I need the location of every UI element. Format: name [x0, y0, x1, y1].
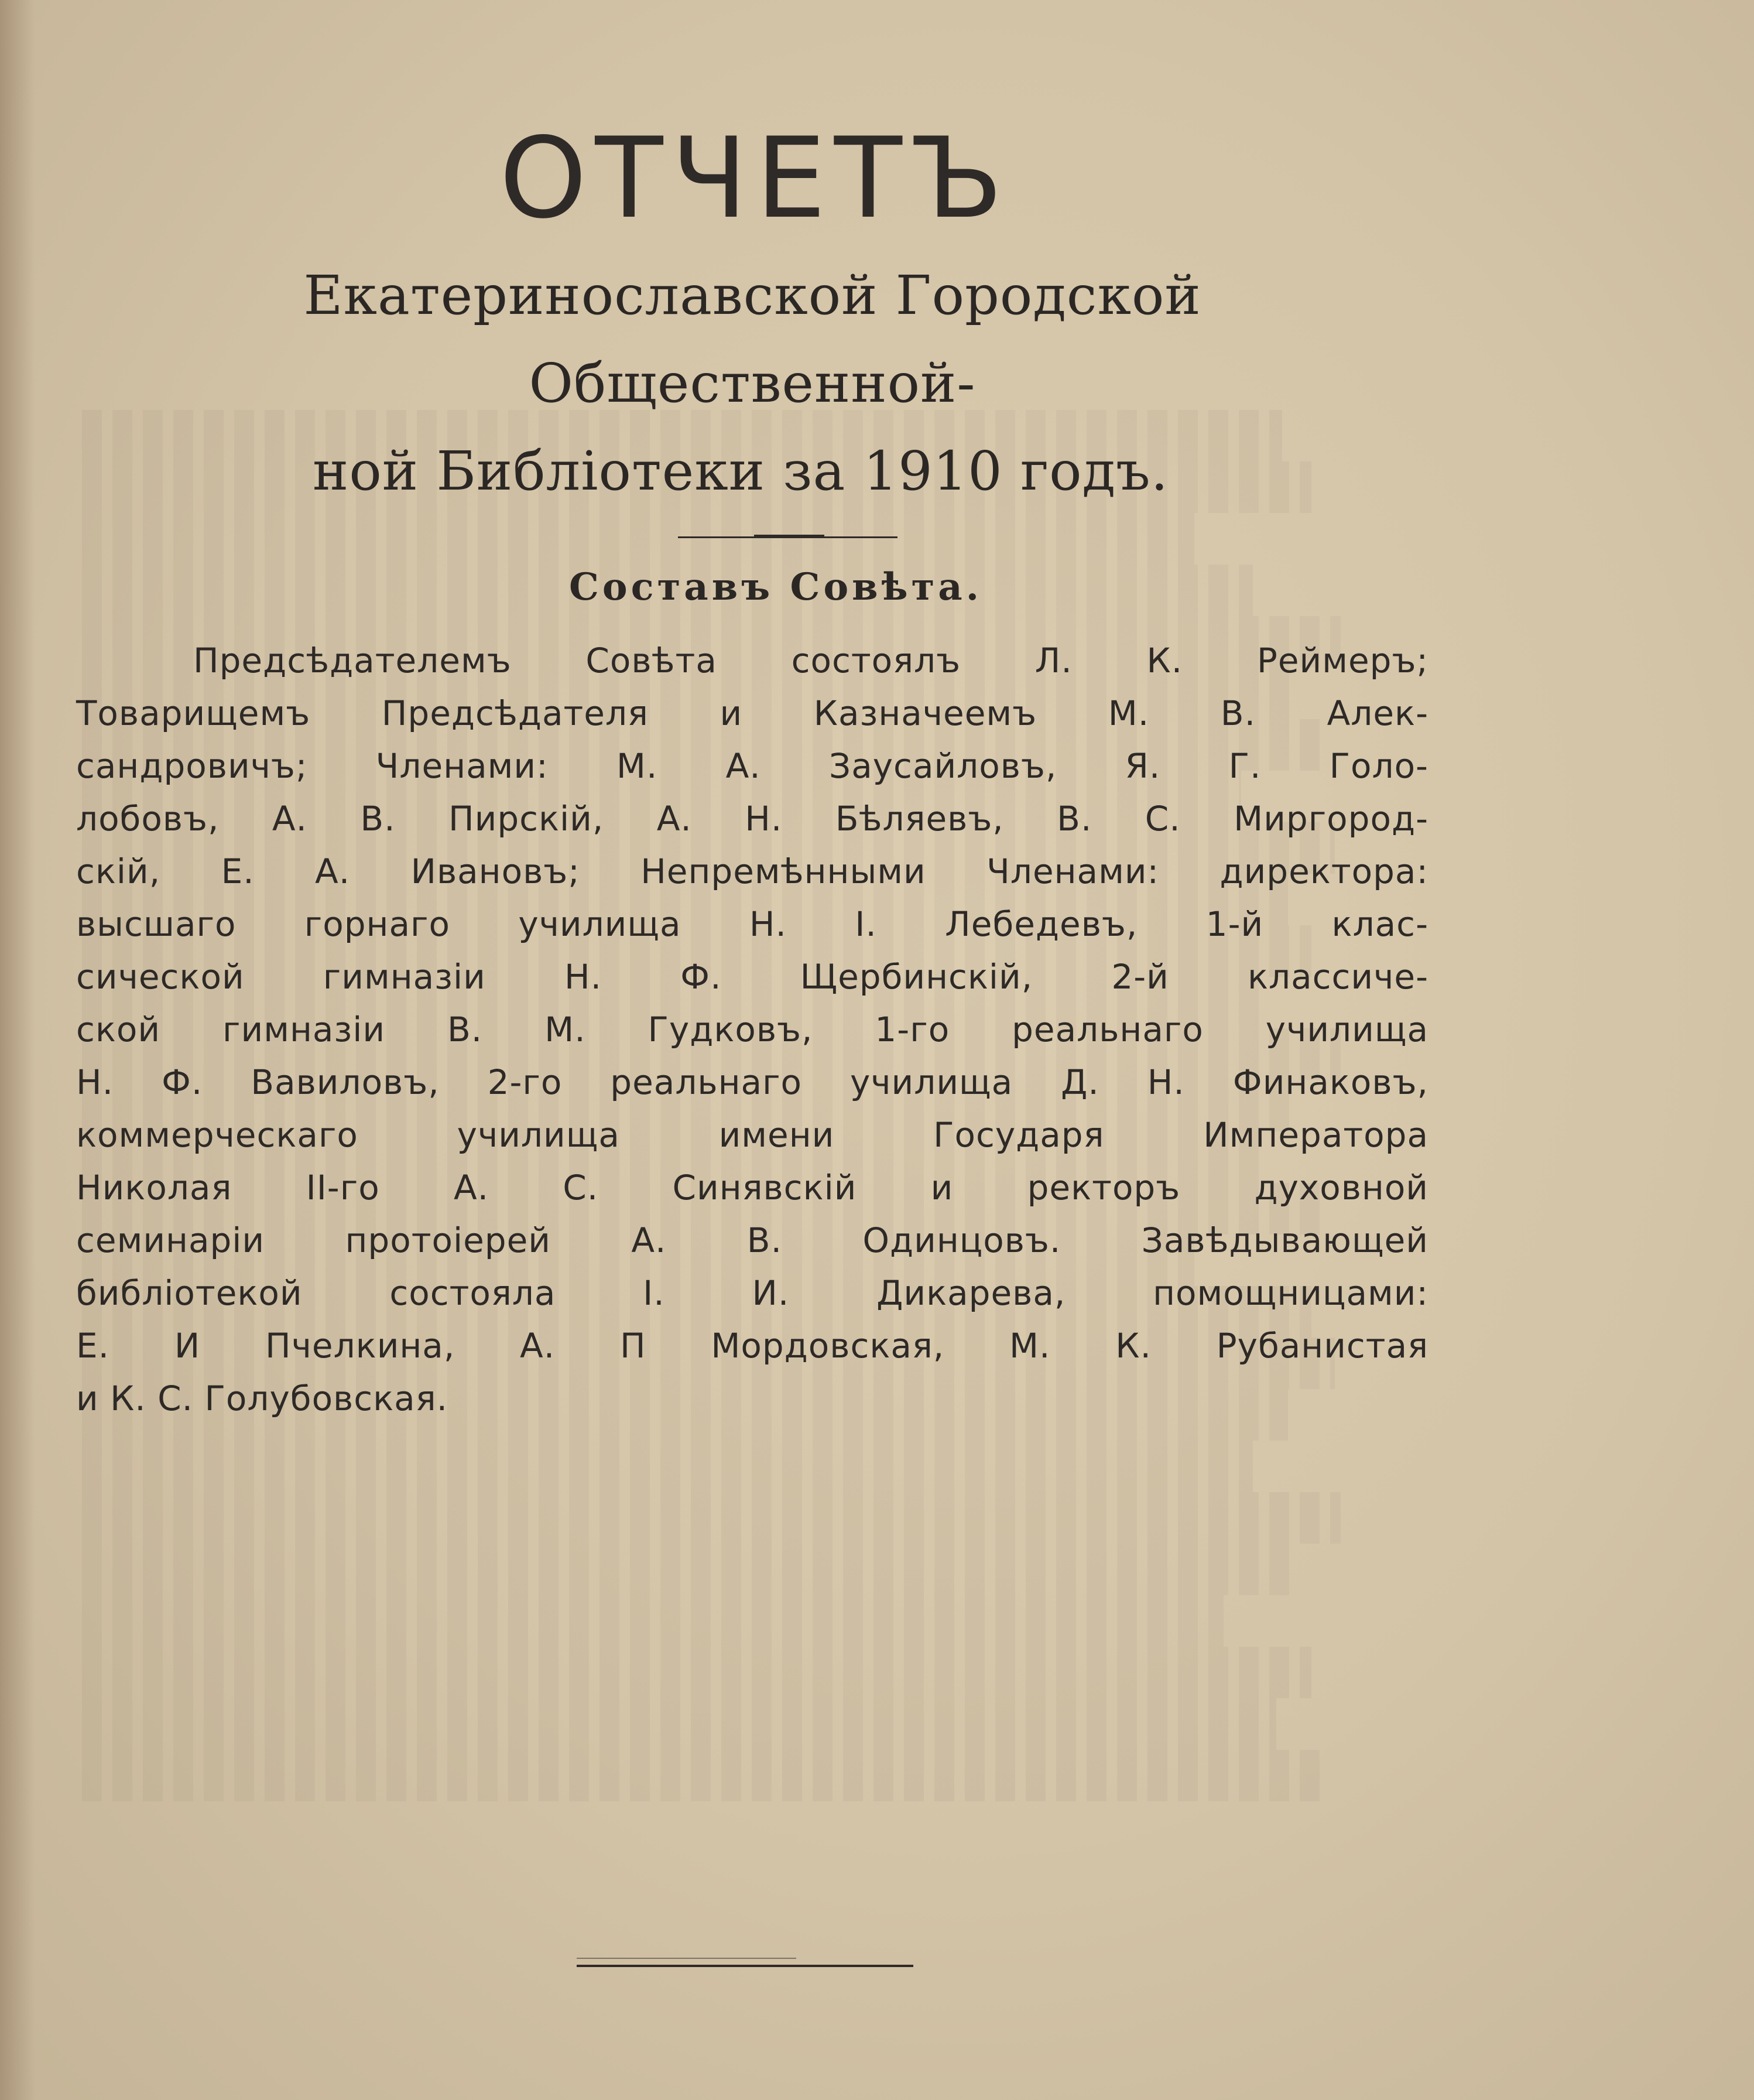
paragraph-line: и К. С. Голубовская. [76, 1379, 448, 1418]
paragraph-line: скій, Е. А. Ивановъ; Непремѣнными Членами: директора: [76, 851, 1428, 891]
paragraph-line: Е. И Пчелкина, А. П Мордовская, М. К. Рубанистая [76, 1326, 1428, 1366]
paragraph-line: высшаго горнаго училища Н. І. Лебедевъ, 1-й клас- [76, 904, 1428, 944]
council-paragraph [76, 634, 1428, 1425]
document-subtitle-line-1: Екатеринославской Городской Общественной- [303, 264, 1201, 415]
document-subtitle-line-2: ной Библіотеки за 1910 годъ. [313, 440, 1169, 502]
paragraph-line: лобовъ, А. В. Пирскій, А. Н. Бѣляевъ, В. С. Миргород- [76, 799, 1428, 839]
document-content [76, 111, 1428, 1425]
paragraph-line: Николая ІІ-го А. С. Синявскій и ректоръ духовной [76, 1168, 1428, 1208]
spine-shadow [0, 0, 35, 2100]
paragraph-line: коммерческаго училища имени Государя Императора [76, 1115, 1428, 1155]
paragraph-line: сической гимназіи Н. Ф. Щербинскій, 2-й классиче- [76, 957, 1428, 997]
section-heading: Составъ Совѣта. [568, 565, 983, 609]
title-divider [678, 536, 897, 538]
end-divider [577, 1965, 913, 1967]
paragraph-line: Товарищемъ Предсѣдателя и Казначеемъ М. В. Алек- [76, 693, 1428, 733]
paragraph-line: семинаріи протоіерей А. В. Одинцовъ. Завѣдывающей [76, 1220, 1428, 1260]
paragraph-line: ской гимназіи В. М. Гудковъ, 1-го реальнаго училища [76, 1010, 1428, 1049]
paragraph-line: библіотекой состояла І. И. Дикарева, помощницами: [76, 1273, 1428, 1313]
paragraph-line: Н. Ф. Вавиловъ, 2-го реальнаго училища Д. Н. Финаковъ, [76, 1062, 1428, 1102]
paragraph-line: сандровичъ; Членами: М. А. Заусайловъ, Я. Г. Голо- [76, 746, 1428, 786]
paragraph-line: Предсѣдателемъ Совѣта состоялъ Л. К. Реймеръ; [193, 641, 1428, 680]
document-title: ОТЧЕТЪ [499, 114, 1012, 243]
